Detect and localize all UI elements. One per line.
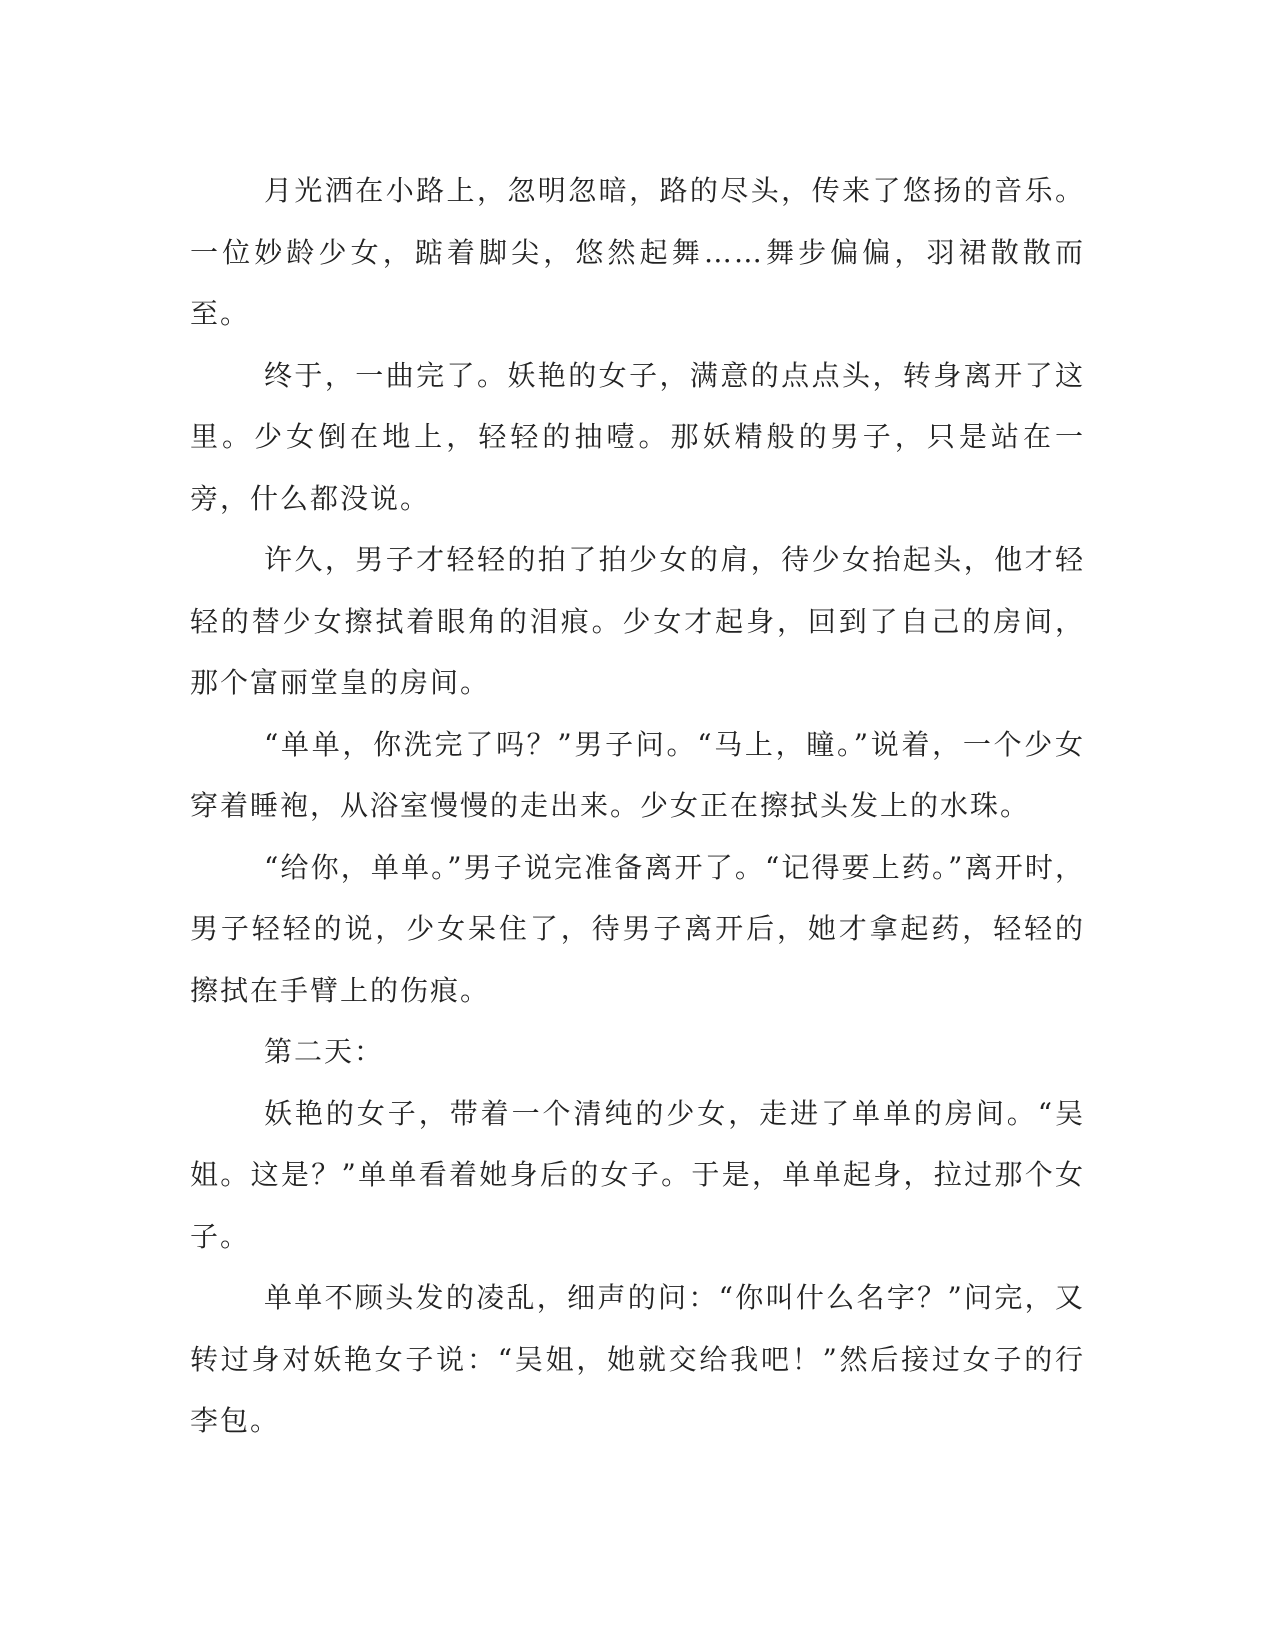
paragraph-3: 许久，男子才轻轻的拍了拍少女的肩，待少女抬起头，他才轻轻的替少女擦拭着眼角的泪痕。少女才起身，回到了自己的房间，那个富丽堂皇的房间。 — [190, 543, 1085, 699]
paragraph-4: “单单，你洗完了吗？”男子问。“马上，瞳。”说着，一个少女穿着睡袍，从浴室慢慢的走出来。少女正在擦拭头发上的水珠。 — [190, 727, 1085, 822]
paragraph-5: “给你，单单。”男子说完准备离开了。“记得要上药。”离开时，男子轻轻的说，少女呆住了，待男子离开后，她才拿起药，轻轻的擦拭在手臂上的伤痕。 — [190, 850, 1085, 1007]
paragraph-7: 妖艳的女子，带着一个清纯的少女，走进了单单的房间。“吴姐。这是？”单单看着她身后的女子。于是，单单起身，拉过那个女子。 — [190, 1096, 1085, 1253]
paragraph-1: 月光洒在小路上，忽明忽暗，路的尽头，传来了悠扬的音乐。一位妙龄少女，踮着脚尖，悠然起舞……舞步偏偏，羽裙散散而至。 — [190, 174, 1085, 330]
document-body — [190, 160, 1085, 1452]
paragraph-6: 第二天： — [264, 1035, 385, 1068]
paragraph-2: 终于，一曲完了。妖艳的女子，满意的点点头，转身离开了这里。少女倒在地上，轻轻的抽噎。那妖精般的男子，只是站在一旁，什么都没说。 — [190, 358, 1085, 515]
paragraph-8: 单单不顾头发的凌乱，细声的问：“你叫什么名字？”问完，又转过身对妖艳女子说：“吴姐，她就交给我吧！”然后接过女子的行李包。 — [190, 1281, 1085, 1437]
